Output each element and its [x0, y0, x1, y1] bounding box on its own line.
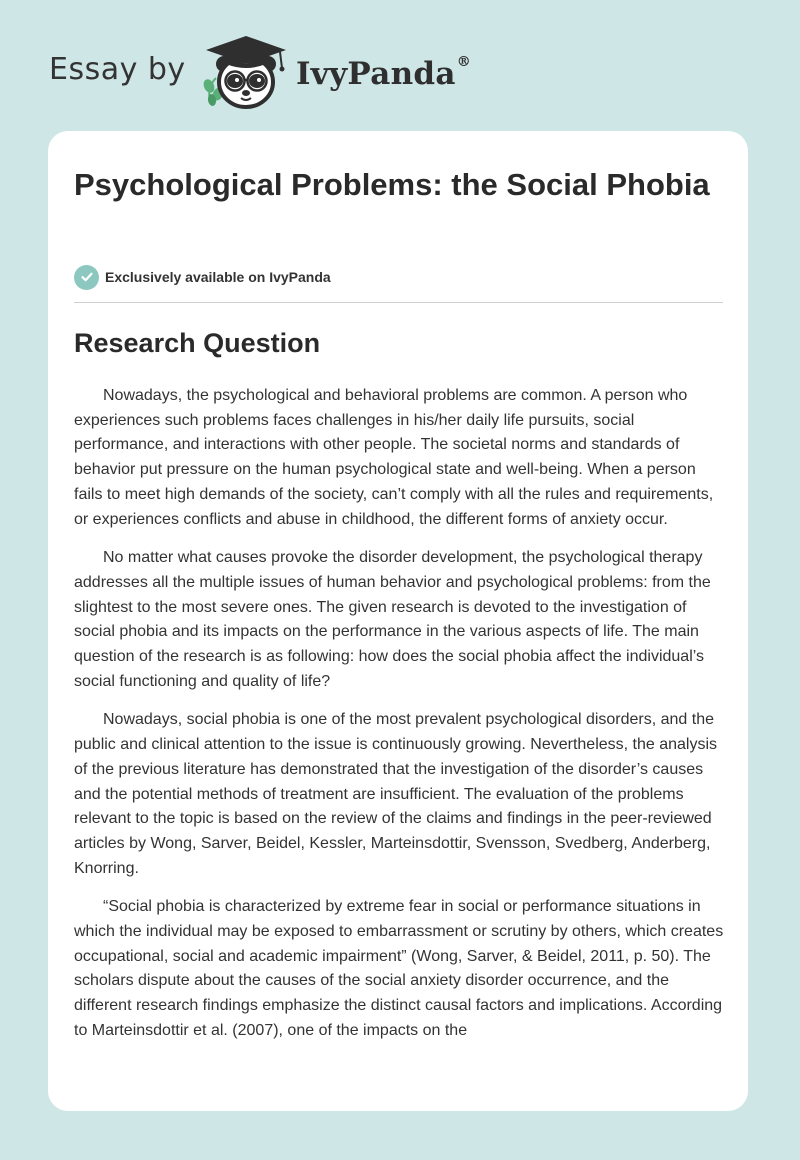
panda-graduate-logo-icon[interactable]: [198, 34, 294, 110]
check-circle-icon: [74, 265, 99, 290]
paragraph-1: Nowadays, the psychological and behavioral problems are common. A person who experiences such problems faces challenges in his/her daily life pursuits, social performance, and interactions with other people. The societal norms and standards of behavior put pressure on the human psychological state and well-being. When a person fails to meet high demands of the society, can’t comply with all the rules and requirements, or experiences conflicts and abuse in childhood, the different forms of anxiety occur.: [74, 387, 714, 528]
registered-mark: ®: [456, 54, 472, 70]
essay-by-label: Essay by: [49, 52, 186, 87]
paragraph-3: Nowadays, social phobia is one of the most prevalent psychological disorders, and the public and clinical attention to the issue is continuously growing. Nevertheless, the analysis of the previous literature has demonstrated that the investigation of the disorder’s causes and the potential methods of treatment are insufficient. The evaluation of the problems relevant to the topic is based on the review of the claims and findings in the peer-reviewed articles by Wong, Sarver, Beidel, Kessler, Marteinsdottir, Svensson, Svedberg, Anderberg, Knorring.: [74, 711, 718, 877]
brand-text: IvyPanda: [296, 56, 456, 92]
brand-name[interactable]: [296, 56, 471, 92]
section-heading: Research Question: [74, 328, 321, 358]
paragraph-2: No matter what causes provoke the disorder development, the psychological therapy addresses all the multiple issues of human behavior and psychological problems: from the slightest to the most severe ones. The given research is devoted to the investigation of social phobia and its impacts on the performance in the various aspects of life. The main question of the research is as following: how does the social phobia affect the individual’s social functioning and quality of life?: [74, 549, 711, 690]
exclusive-badge-label: Exclusively available on IvyPanda: [105, 269, 331, 285]
exclusive-badge: [74, 264, 331, 290]
site-header: [0, 0, 800, 130]
article-title: Psychological Problems: the Social Phobia: [74, 167, 710, 202]
title-divider: [74, 302, 723, 303]
article-card: [48, 131, 748, 1111]
paragraph-4: “Social phobia is characterized by extreme fear in social or performance situations in which the individual may be exposed to embarrassment or scrutiny by others, which creates occupational, social and academic impairment” (Wong, Sarver, & Beidel, 2011, p. 50). The scholars dispute about the causes of the social anxiety disorder occurrence, and the different research findings emphasize the distinct causal factors and implications. According to Marteinsdottir et al. (2007), one of the impacts on the: [74, 898, 724, 1039]
article-body: [74, 384, 724, 1058]
